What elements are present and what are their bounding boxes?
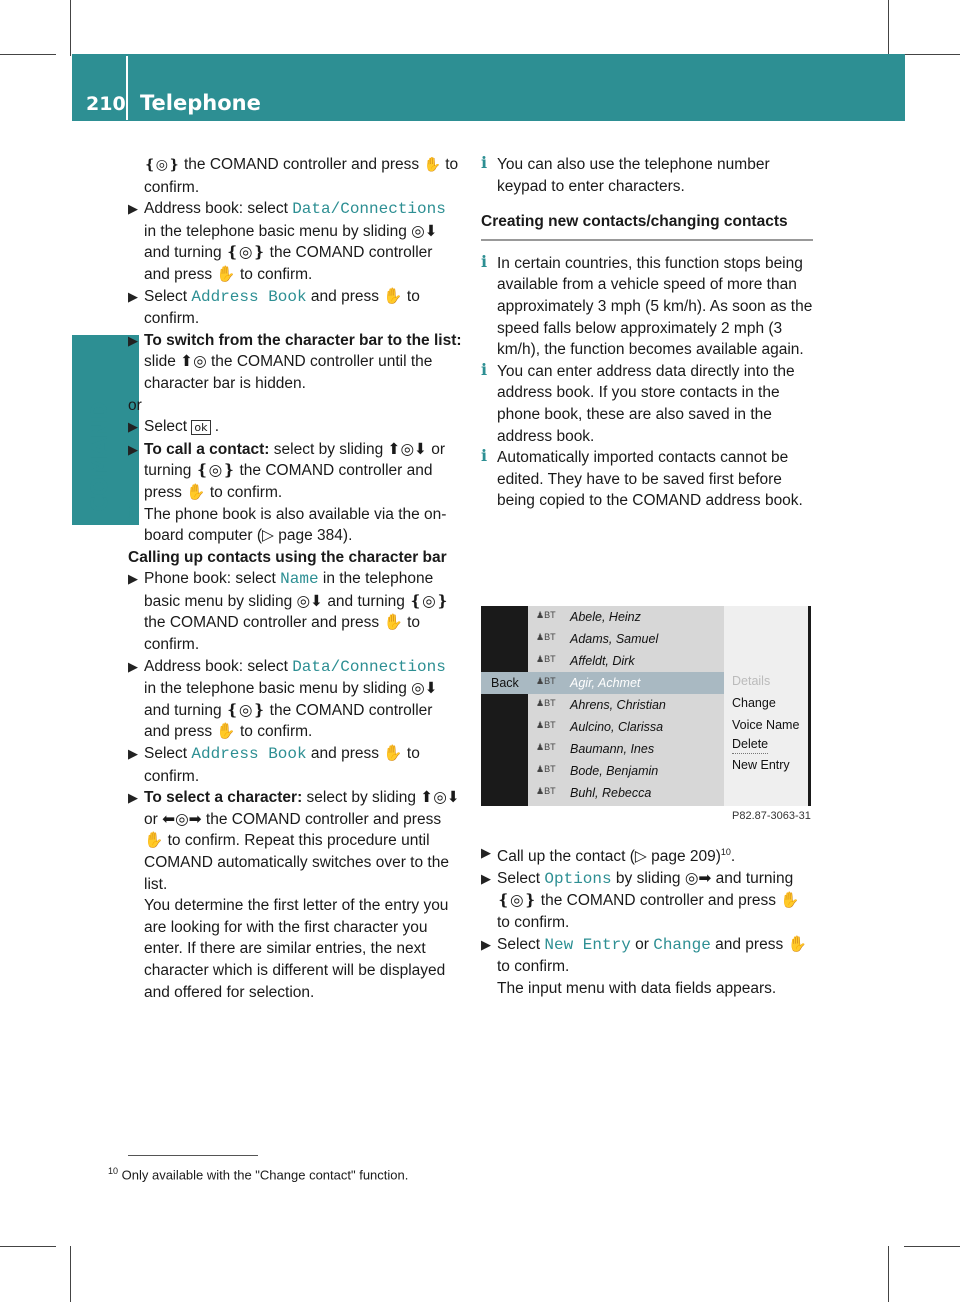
contact-row[interactable] (528, 628, 724, 650)
section-rule (481, 239, 813, 241)
menu-item-new-entry[interactable]: New Entry (732, 758, 790, 772)
step-bold: To switch from the character bar to the list: (144, 331, 462, 349)
crop-mark (70, 0, 71, 56)
info-icon: i (481, 153, 488, 172)
crop-mark (0, 1246, 56, 1247)
step-text: . (730, 848, 736, 866)
contact-icon: ♟BT (536, 786, 556, 796)
step (128, 330, 462, 395)
ui-term: Options (544, 869, 612, 888)
step-text: to confirm. (144, 156, 459, 196)
step-text: in the telephone basic menu by sliding ◎⬇ and turning ❴◎❵ the COMAND controller and press ✋ to confirm. (144, 222, 438, 283)
press-icon: ✋ (423, 157, 441, 173)
step (481, 934, 813, 978)
step-text: Select (144, 287, 192, 305)
contact-name: Aulcino, Clarissa (570, 720, 664, 734)
step (128, 787, 462, 895)
step-text: by sliding ◎➡ and turning ❴◎❵ the COMAND controller and press ✋ to confirm. (497, 869, 800, 931)
contact-row[interactable] (528, 672, 724, 694)
contact-row[interactable] (528, 694, 724, 716)
step-text: and press ✋ to confirm. (144, 287, 420, 328)
contact-icon: ♟BT (536, 676, 556, 686)
step-text: Select (144, 745, 192, 763)
step-text: Address book: select (144, 657, 293, 675)
info-icon: i (481, 446, 488, 466)
info-icon: i (481, 251, 488, 271)
info-text: In certain countries, this function stops being available from a vehicle speed of more than approximately 3 mph (5 km/h). As soon as the speed falls below approximately 2 mph (3 km/h), the function becomes available again. (497, 254, 813, 359)
section-heading: Creating new contacts/changing contacts (481, 213, 788, 231)
info-icon: i (481, 359, 488, 379)
ui-term: Address Book (191, 745, 307, 764)
contact-name: Agir, Achmet (570, 676, 641, 690)
ui-term: Name (280, 570, 319, 589)
step (128, 286, 462, 330)
contact-icon: ♟BT (536, 654, 556, 664)
footnote (108, 1166, 408, 1182)
footnote-number: 10 (108, 1166, 119, 1176)
info-text: You can also use the telephone number keypad to enter characters. (497, 156, 770, 195)
step (481, 868, 813, 934)
footnote-text: Only available with the "Change contact" function. (118, 1167, 409, 1183)
step-text: Select (497, 869, 545, 887)
contact-name: Abele, Heinz (570, 610, 641, 624)
continued-step (128, 154, 462, 198)
triangle-right-icon: ▶ (128, 201, 138, 217)
triangle-right-icon: ▶ (128, 571, 138, 587)
step (128, 198, 462, 285)
triangle-right-icon: ▶ (128, 332, 138, 348)
figure-caption: P82.87-3063-31 (732, 810, 811, 822)
contact-row[interactable] (528, 650, 724, 672)
ui-term: Data/Connections (292, 657, 446, 676)
triangle-right-icon: ▶ (128, 790, 138, 806)
step-text: and press ✋ to confirm. (497, 935, 807, 976)
step-text: in the telephone basic menu by sliding ◎⬇ and turning ❴◎❵ the COMAND controller and press ✋ to confirm. (144, 570, 449, 654)
footnote-ref: 10 (720, 847, 731, 857)
crop-mark (0, 54, 56, 55)
info-text: The phone book is also available via the on-board computer (▷ page 384). (144, 505, 447, 545)
header-separator (126, 56, 128, 120)
menu-item-delete[interactable]: Delete (732, 737, 768, 754)
or-text: or (128, 396, 142, 414)
menu-item-change[interactable]: Change (732, 696, 776, 710)
back-button[interactable]: Back (491, 676, 519, 690)
info-text: You can enter address data directly into the address book. If you store contacts in the phone book, these are also saved in the address book. (497, 362, 795, 445)
step-text: or (630, 935, 654, 953)
step-result: The input menu with data fields appears. (497, 979, 777, 997)
step (128, 568, 462, 655)
step-bold: To call a contact: (144, 440, 270, 458)
right-steps (481, 842, 813, 999)
contact-icon: ♟BT (536, 720, 556, 730)
crop-mark (70, 1246, 71, 1302)
info-note (481, 447, 813, 512)
step (481, 842, 813, 868)
step-text: select by sliding ⬆◎⬇ or turning ❴◎❵ the COMAND controller and press ✋ to confirm. (144, 440, 446, 501)
step-text: the COMAND controller and press (179, 156, 424, 173)
contact-icon: ♟BT (536, 610, 556, 620)
contact-name: Affeldt, Dirk (570, 654, 635, 668)
right-column (481, 154, 813, 512)
info-icon: i (128, 502, 135, 522)
crop-mark (888, 1246, 889, 1302)
step (128, 439, 462, 504)
contact-icon: ♟BT (536, 764, 556, 774)
crop-mark (888, 0, 889, 56)
contact-name: Ahrens, Christian (570, 698, 666, 712)
menu-item-details[interactable]: Details (732, 674, 771, 688)
comand-screenshot (481, 606, 811, 806)
triangle-right-icon: ▶ (128, 419, 138, 435)
contact-row[interactable] (528, 606, 724, 628)
ui-term: Address Book (191, 287, 307, 306)
page-title: Telephone (140, 91, 261, 115)
step-text: Phone book: select (144, 570, 281, 588)
menu-item-voice-name[interactable]: Voice Name (732, 718, 800, 732)
triangle-right-icon: ▶ (481, 870, 491, 886)
triangle-right-icon: ▶ (128, 746, 138, 762)
step (128, 656, 462, 743)
crop-mark (904, 1246, 960, 1247)
step-text: select by sliding ⬆◎⬇ or ⬅◎➡ the COMAND controller and press ✋ to confirm. Repeat this procedure until COMAND automatically switches over to the list. (144, 789, 460, 893)
step-text: . (210, 418, 220, 436)
step-text: Select (144, 418, 192, 436)
step (128, 416, 462, 439)
contact-name: Baumann, Ines (570, 742, 655, 756)
step (128, 743, 462, 787)
crop-mark (904, 54, 960, 55)
step-text: Address book: select (144, 200, 293, 218)
triangle-right-icon: ▶ (128, 441, 138, 457)
contact-row[interactable] (528, 760, 724, 782)
contact-name: Adams, Samuel (570, 632, 659, 646)
step-text: and press ✋ to confirm. (144, 745, 420, 785)
triangle-right-icon: ▶ (128, 288, 138, 304)
controller-icon: ❴◎❵ (144, 157, 180, 173)
info-text: Automatically imported contacts cannot be edited. They have to be saved first before being copied to the COMAND address book. (497, 449, 803, 510)
triangle-right-icon: ▶ (128, 658, 138, 674)
contact-name: Bode, Benjamin (570, 764, 659, 778)
ui-term: Change (653, 935, 711, 954)
contact-name: Buhl, Rebecca (570, 786, 652, 800)
ok-icon: ok (191, 420, 210, 435)
left-column (128, 154, 462, 1003)
options-menu (724, 606, 808, 806)
triangle-right-icon: ▶ (481, 936, 491, 952)
info-note (128, 504, 462, 547)
step-bold: To select a character: (144, 789, 303, 807)
step-detail: You determine the first letter of the entry you are looking for with the first character you enter. If there are similar entries, the next character which is different will be displayed and offered for selection. (144, 897, 449, 1001)
ui-term: New Entry (544, 935, 631, 954)
info-note (481, 253, 813, 361)
section-heading: Calling up contacts using the character bar (128, 548, 447, 566)
footnote-rule (128, 1155, 258, 1156)
page-number: 210 (86, 93, 126, 115)
ui-term: Data/Connections (292, 200, 446, 219)
contact-row[interactable] (528, 716, 724, 738)
step-text: slide ⬆◎ the COMAND controller until the character bar is hidden. (144, 353, 433, 392)
step-text: Select (497, 935, 545, 953)
side-label: COMAND (88, 401, 113, 512)
triangle-right-icon: ▶ (481, 845, 491, 860)
info-note (481, 154, 813, 197)
contact-icon: ♟BT (536, 632, 556, 642)
contact-row[interactable] (528, 782, 724, 804)
contact-icon: ♟BT (536, 742, 556, 752)
contact-icon: ♟BT (536, 698, 556, 708)
info-note (481, 361, 813, 447)
step-text: in the telephone basic menu by sliding ◎⬇ and turning ❴◎❵ the COMAND controller and press ✋ to confirm. (144, 680, 438, 741)
step-text: Call up the contact (▷ page 209) (497, 848, 721, 866)
contact-row[interactable] (528, 738, 724, 760)
